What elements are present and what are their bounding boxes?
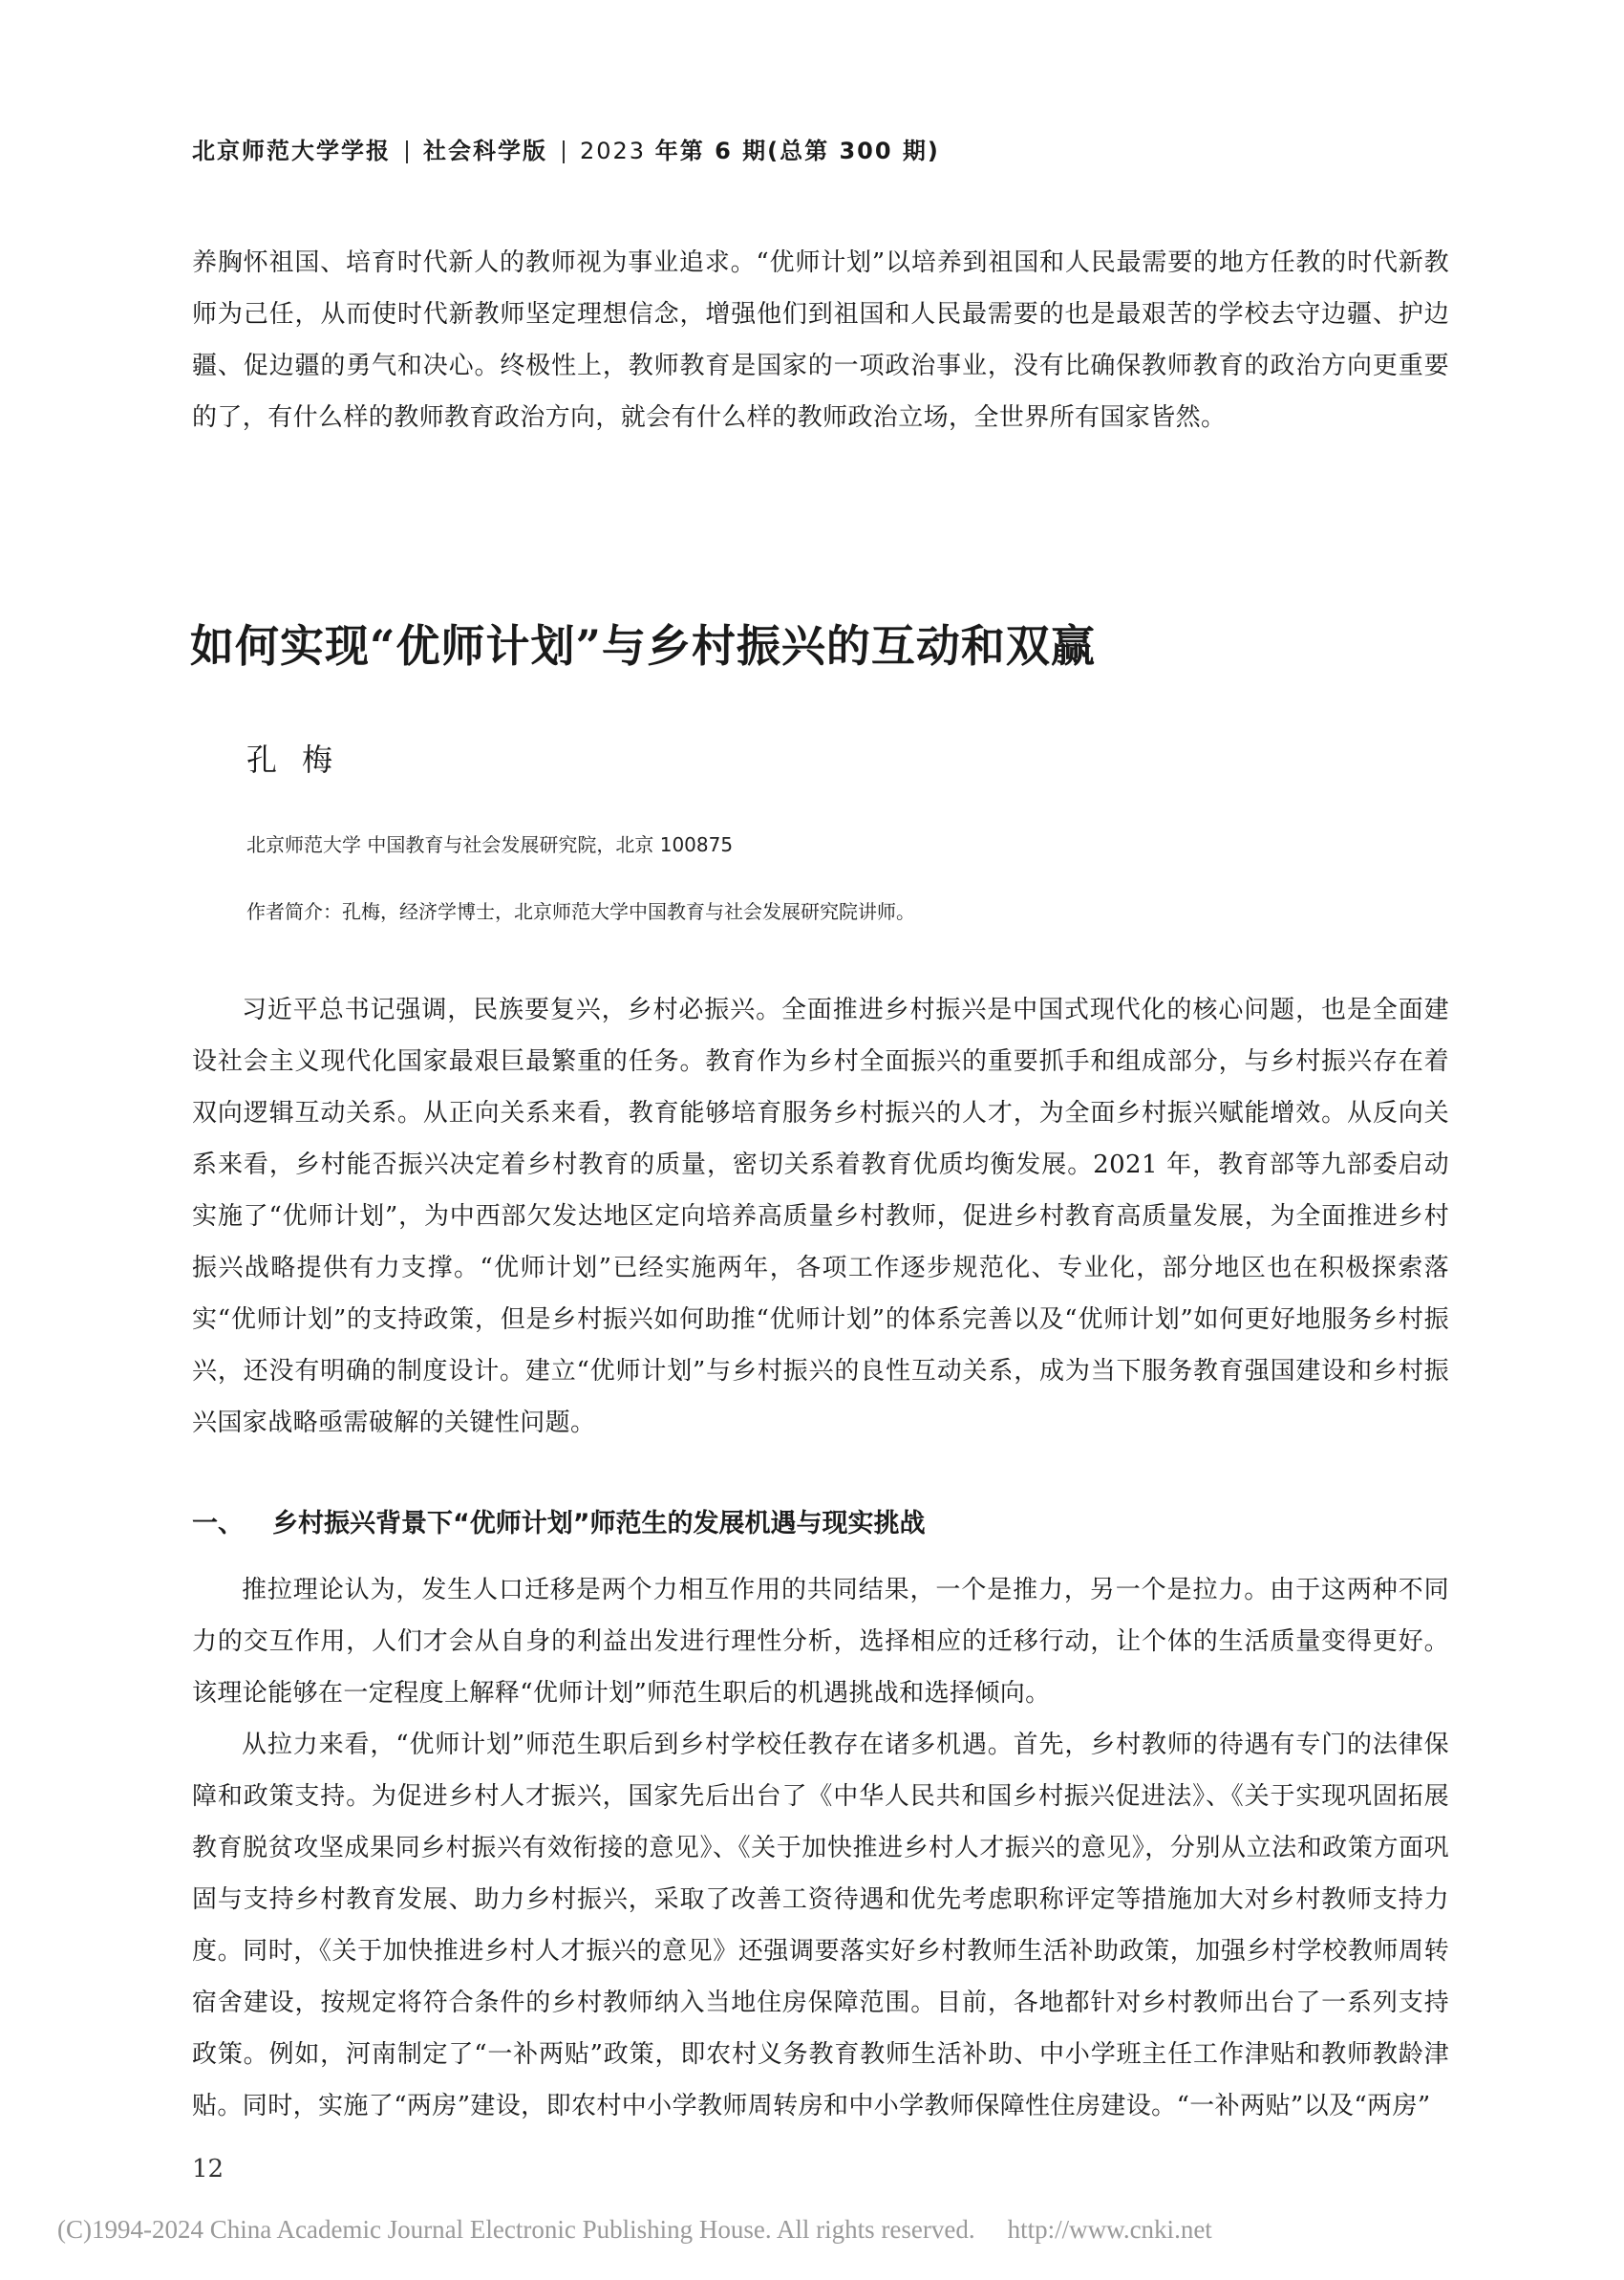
header-divider — [406, 140, 408, 163]
copyright-footer — [57, 2215, 1212, 2245]
section-heading — [192, 1502, 926, 1539]
intro-paragraph: 习近平总书记强调，民族要复兴，乡村必振兴。全面推进乡村振兴是中国式现代化的核心问题，也是全面建设社会主义现代化国家最艰巨最繁重的任务。教育作为乡村全面振兴的重要抓手和组成部分，与乡村振兴存在着双向逻辑互动关系。从正向关系来看，教育能够培育服务乡村振兴的人才，为全面乡村振兴赋能增效。从反向关系来看，乡村能否振兴决定着乡村教育的质量，密切关系着教育优质均衡发展。2021 年，教育部等九部委启动实施了“优师计划”，为中西部欠发达地区定向培养高质量乡村教师，促进乡村教育高质量发展，为全面推进乡村振兴战略提供有力支撑。“优师计划”已经实施两年，各项工作逐步规范化、专业化，部分地区也在积极探索落实“优师计划”的支持政策，但是乡村振兴如何助推“优师计划”的体系完善以及“优师计划”如何更好地服务乡村振兴，还没有明确的制度设计。建立“优师计划”与乡村振兴的良性互动关系，成为当下服务教育强国建设和乡村振兴国家战略亟需破解的关键性问题。 — [192, 996, 1449, 1437]
journal-edition: 社会科学版 — [423, 138, 547, 164]
issue-info — [580, 138, 940, 164]
continued-paragraph: 养胸怀祖国、培育时代新人的教师视为事业追求。“优师计划”以培养到祖国和人民最需要的地方任教的时代新教师为己任，从而使时代新教师坚定理想信念，增强他们到祖国和人民最需要的也是最艰苦的学校去守边疆、护边疆、促边疆的勇气和决心。终极性上，教师教育是国家的一项政治事业，没有比确保教师教育的政治方向更重要的了，有什么样的教师教育政治方向，就会有什么样的教师政治立场，全世界所有国家皆然。 — [192, 248, 1449, 432]
article-title: 如何实现“优师计划”与乡村振兴的互动和双赢 — [190, 620, 1096, 672]
author-name: 孔梅 — [246, 742, 358, 778]
section-number: 一、 — [192, 1509, 244, 1538]
author-affiliation: 北京师范大学 中国教育与社会发展研究院，北京 100875 — [246, 833, 734, 856]
running-header — [192, 132, 940, 165]
cnki-link[interactable]: http://www.cnki.net — [1007, 2215, 1212, 2244]
journal-name: 北京师范大学学报 — [192, 138, 391, 164]
body-paragraph: 从拉力来看，“优师计划”师范生职后到乡村学校任教存在诸多机遇。首先，乡村教师的待遇有专门的法律保障和政策支持。为促进乡村人才振兴，国家先后出台了《中华人民共和国乡村振兴促进法》、《关于实现巩固拓展教育脱贫攻坚成果同乡村振兴有效衔接的意见》、《关于加快推进乡村人才振兴的意见》，分别从立法和政策方面巩固与支持乡村教育发展、助力乡村振兴，采取了改善工资待遇和优先考虑职称评定等措施加大对乡村教师支持力度。同时，《关于加快推进乡村人才振兴的意见》还强调要落实好乡村教师生活补助政策，加强乡村学校教师周转宿舍建设，按规定将符合条件的乡村教师纳入当地住房保障范围。目前，各地都针对乡村教师出台了一系列支持政策。例如，河南制定了“一补两贴”政策，即农村义务教育教师生活补助、中小学班主任工作津贴和教师教龄津贴。同时，实施了“两房”建设，即农村中小学教师周转房和中小学教师保障性住房建设。“一补两贴”以及“两房” — [192, 1731, 1449, 2120]
page-number: 12 — [192, 2155, 224, 2183]
copyright-text: (C)1994-2024 China Academic Journal Electronic Publishing House. All rights reserved. — [57, 2215, 975, 2244]
body-paragraph: 推拉理论认为，发生人口迁移是两个力相互作用的共同结果，一个是推力，另一个是拉力。由于这两种不同力的交互作用，人们才会从自身的利益出发进行理性分析，选择相应的迁移行动，让个体的生活质量变得更好。该理论能够在一定程度上解释“优师计划”师范生职后的机遇挑战和选择倾向。 — [192, 1576, 1449, 1708]
section-title: 乡村振兴背景下“优师计划”师范生的发展机遇与现实挑战 — [272, 1509, 926, 1538]
issue-year: 2023 — [580, 138, 647, 164]
issue-number: 年第 6 期(总第 300 期) — [654, 138, 940, 164]
header-divider — [563, 140, 565, 163]
author-bio: 作者简介：孔梅，经济学博士，北京师范大学中国教育与社会发展研究院讲师。 — [246, 900, 915, 923]
